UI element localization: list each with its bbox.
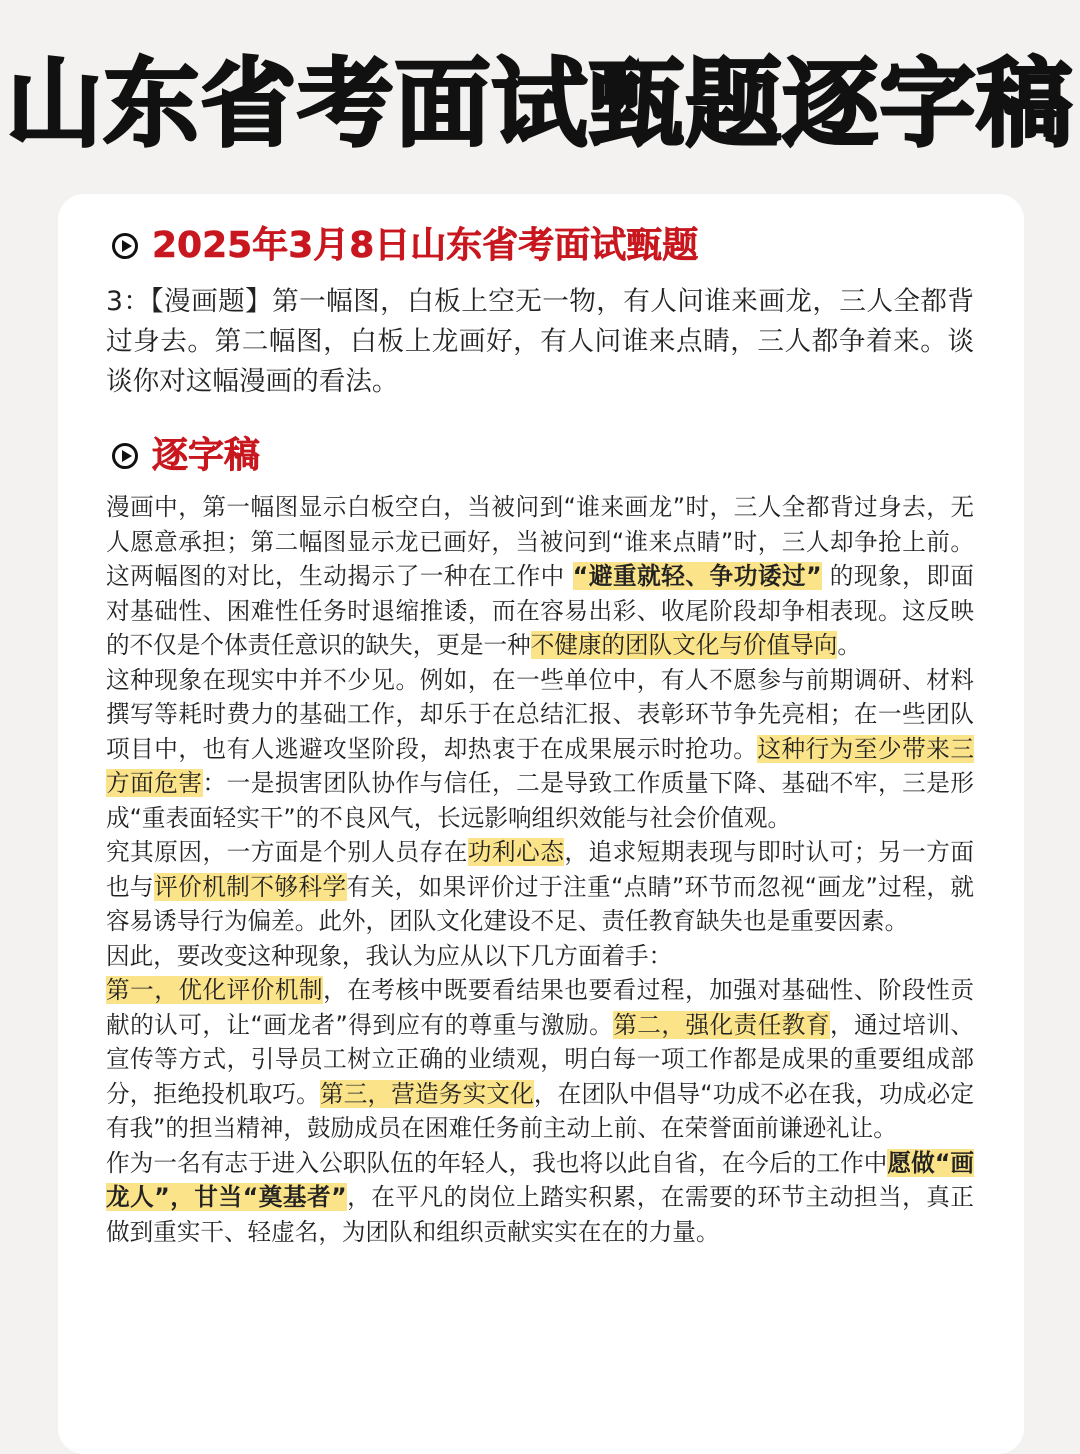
highlight: 评价机制不够科学 — [154, 872, 347, 901]
text-run: 这种现象在现实中并不少见。例如，在一些单位中，有人不愿参与前期调研、材料撰写等耗时费力的基础工作，却乐于在总结汇报、表彰环节争先亮相；在一些团队项目中，也有人逃避攻坚阶段，却热衷于在成果展示时抢功。 — [106, 665, 974, 763]
text-run: 有关，如果评价过于注重“点睛”环节而忽视“画龙”过程，就容易诱导行为偏差。此外，团队文化建设不足、责任教育缺失也是重要因素。 — [106, 872, 975, 935]
text-run: ，在平凡的岗位上踏实积累，在需要的环节主动担当，真正做到重实干、轻虚名，为团队和组织贡献实实在在的力量。 — [106, 1183, 974, 1246]
section-title-script: 逐字稿 — [152, 435, 261, 476]
text-run: ，追求短期表现与即时认可；另一方面也与 — [106, 838, 975, 901]
highlight: 愿做“画龙人”，甘当“奠基者” — [106, 1148, 974, 1211]
text-run: 究其原因，一方面是个别人员存在 — [106, 838, 468, 866]
content-card — [58, 194, 1024, 1454]
text-run: 漫画中，第一幅图显示白板空白，当被问到“谁来画龙”时，三人全都背过身去，无人愿意承担；第二幅图显示龙已画好，当被问到“谁来点睛”时，三人却争抢上前。这两幅图的对比，生动揭示了一种在工作中 — [106, 493, 974, 590]
text-run: ：一是损害团队协作与信任，二是导致工作质量下降、基础不牢，三是形成“重表面轻实干”的不良风气，长远影响组织效能与社会价值观。 — [106, 769, 975, 832]
section-header-script — [112, 434, 260, 478]
script-body — [106, 490, 974, 1249]
highlight: 不健康的团队文化与价值导向 — [530, 631, 838, 659]
text-run: 的现象，即面对基础性、困难性任务时退缩推诿，而在容易出彩、收尾阶段却争相表现。这反映的不仅是个体责任意识的缺失，更是一种 — [106, 562, 975, 659]
highlight: 第二，强化责任教育 — [613, 1010, 830, 1039]
question-text: 3：【漫画题】第一幅图，白板上空无一物，有人问谁来画龙，三人全都背过身去。第二幅图，白板上龙画好，有人问谁来点睛，三人都争着来。谈谈你对这幅漫画的看法。 — [106, 286, 974, 397]
highlight: 这种行为至少带来三方面危害 — [106, 734, 975, 797]
text-run: 。 — [837, 631, 861, 659]
paragraph-conclusion — [106, 1146, 974, 1250]
section-header-question — [112, 224, 698, 268]
section-title-question: 2025年3月8日山东省考面试甄题 — [152, 225, 699, 266]
paragraph-cause — [106, 835, 974, 939]
paragraph-transition: 因此，要改变这种现象，我认为应从以下几方面着手： — [106, 941, 673, 970]
highlight: “避重就轻、争功诿过” — [572, 562, 822, 590]
highlight: 第三，营造务实文化 — [319, 1079, 534, 1108]
paragraph-harm — [106, 663, 974, 836]
page-title: 山东省考面试甄题逐字稿 — [6, 48, 1074, 160]
paragraph-intro — [106, 490, 974, 663]
play-circle-icon — [112, 233, 138, 259]
play-circle-icon — [112, 443, 138, 469]
text-run: ，在考核中既要看结果也要看过程，加强对基础性、阶段性贡献的认可，让“画龙者”得到应有的尊重与激励。 — [106, 976, 975, 1039]
paragraph-measures — [106, 973, 974, 1146]
text-run: 作为一名有志于进入公职队伍的年轻人，我也将以此自省，在今后的工作中 — [106, 1148, 888, 1177]
highlight: 第一，优化评价机制 — [106, 976, 324, 1004]
text-run: ，在团队中倡导“功成不必在我，功成必定有我”的担当精神，鼓励成员在困难任务前主动上前、在荣誉面前谦逊礼让。 — [106, 1079, 975, 1142]
highlight: 功利心态 — [467, 838, 565, 866]
text-run: ，通过培训、宣传等方式，引导员工树立正确的业绩观，明白每一项工作都是成果的重要组成部分，拒绝投机取巧。 — [106, 1010, 975, 1108]
